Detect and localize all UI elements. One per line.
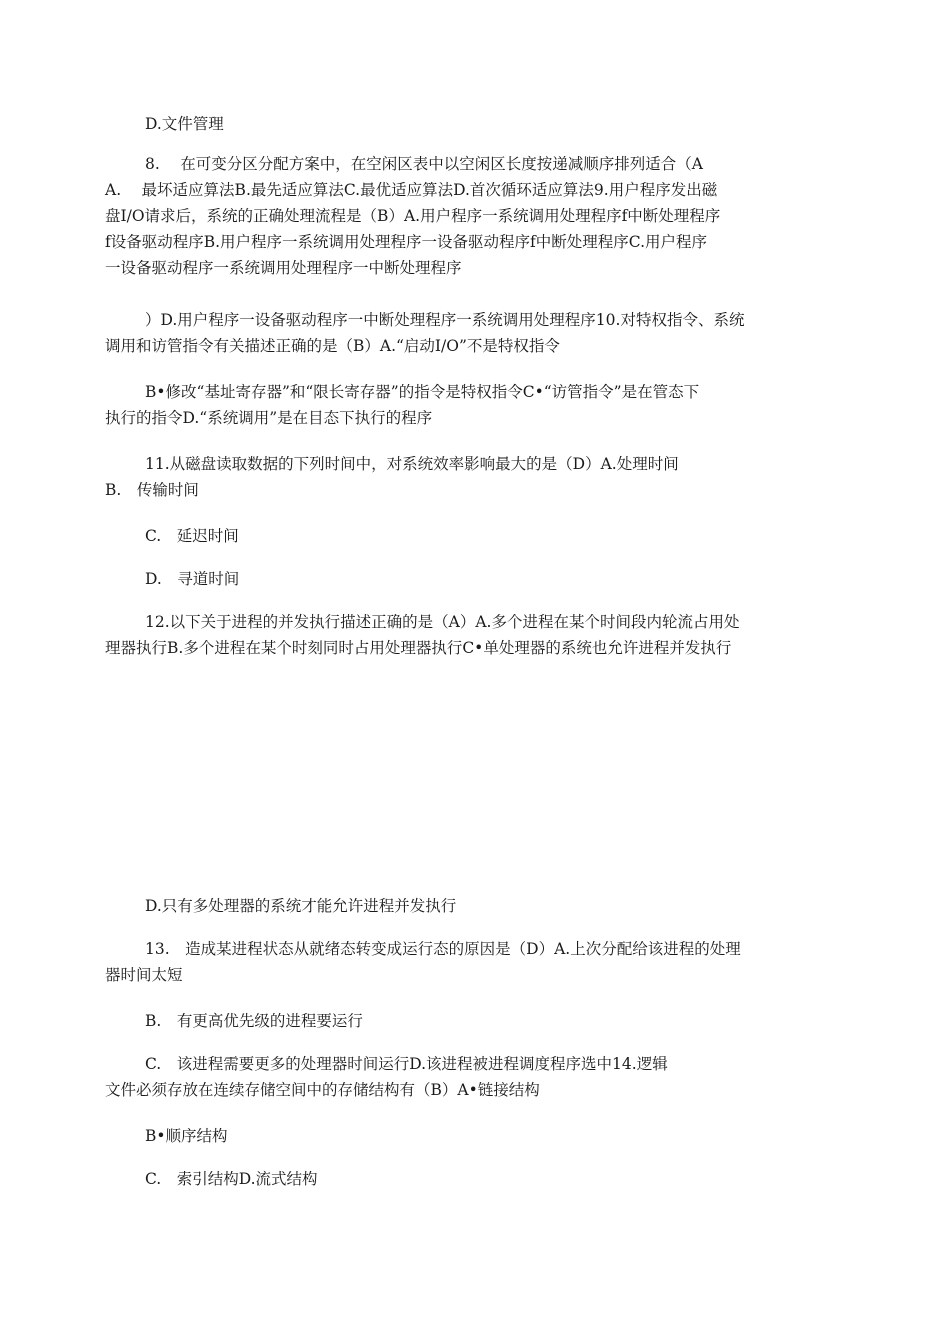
paragraph-q13 [105, 936, 843, 988]
text-line: 文件必须存放在连续存储空间中的存储结构有（B）A•链接结构 [105, 1081, 540, 1099]
text-line: B. 有更高优先级的进程要运行 [145, 1012, 363, 1030]
text-line: B. 传输时间 [105, 481, 199, 499]
paragraph-q12-option-d [105, 893, 843, 919]
text-line: 器时间太短 [105, 966, 183, 984]
text-line: 12.以下关于进程的并发执行描述正确的是（A）A.多个进程在某个时间段内轮流占用处 [145, 613, 740, 631]
text-line: 调用和访管指令有关描述正确的是（B）A.“启动I/O”不是特权指令 [105, 337, 560, 355]
paragraph-q13-option-b [105, 1008, 843, 1034]
paragraph-q12 [105, 609, 843, 661]
text-line: 13. 造成某进程状态从就绪态转变成运行态的原因是（D）A.上次分配给该进程的处理 [145, 940, 741, 958]
paragraph-q8 [105, 151, 843, 281]
paragraph-q10-options [105, 379, 843, 431]
paragraph-q11 [105, 451, 843, 503]
text-line: 盘I/O请求后，系统的正确处理流程是（B）A.用户程序一系统调用处理程序f中断处理程序 [105, 207, 721, 225]
paragraph-q14-option-cd [105, 1166, 843, 1192]
text-line: C. 索引结构D.流式结构 [145, 1170, 318, 1188]
text-line: 理器执行B.多个进程在某个时刻同时占用处理器执行C•单处理器的系统也允许进程并发执行 [105, 639, 732, 657]
text-line: 8. 在可变分区分配方案中，在空闲区表中以空闲区长度按递减顺序排列适合（A [145, 155, 703, 173]
text-line: C. 该进程需要更多的处理器时间运行D.该进程被进程调度程序选中14.逻辑 [145, 1055, 668, 1073]
text-line: 一设备驱动程序一系统调用处理程序一中断处理程序 [105, 259, 462, 277]
text-line: B•修改“基址寄存器”和“限长寄存器”的指令是特权指令C•“访管指令”是在管态下 [145, 383, 700, 401]
text-line: f设备驱动程序B.用户程序一系统调用处理程序一设备驱动程序f中断处理程序C.用户程序 [105, 233, 708, 251]
text-line: 执行的指令D.“系统调用”是在目态下执行的程序 [105, 409, 433, 427]
paragraph-q11-option-d [105, 566, 843, 592]
text-line: 11.从磁盘读取数据的下列时间中，对系统效率影响最大的是（D）A.处理时间 [145, 455, 679, 473]
text-line: D.文件管理 [145, 115, 224, 133]
paragraph-q14 [105, 1051, 843, 1103]
text-line: C. 延迟时间 [145, 527, 239, 545]
text-line: D. 寻道时间 [145, 570, 240, 588]
text-line: A. 最坏适应算法B.最先适应算法C.最优适应算法D.首次循环适应算法9.用户程序发出磁 [105, 181, 718, 199]
text-line: D.只有多处理器的系统才能允许进程并发执行 [145, 897, 457, 915]
text-line: B•顺序结构 [145, 1127, 228, 1145]
paragraph-q14-option-b [105, 1123, 843, 1149]
paragraph-file-management [105, 111, 843, 137]
paragraph-q10 [105, 307, 843, 359]
paragraph-q11-option-c [105, 523, 843, 549]
text-line: ）D.用户程序一设备驱动程序一中断处理程序一系统调用处理程序10.对特权指令、系统 [145, 311, 745, 329]
